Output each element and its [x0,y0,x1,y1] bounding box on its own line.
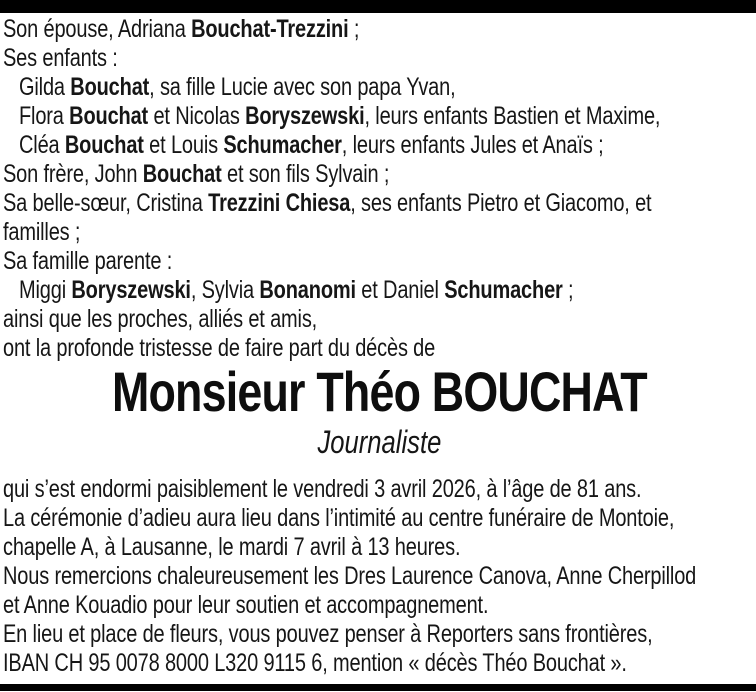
bottom-divider-bar [0,684,756,691]
text-run: ont la profonde tristesse de faire part du décès de [3,334,436,362]
text-run: , leurs enfants Jules et Anaïs ; [341,131,604,159]
text-run: Ses enfants : [3,44,118,72]
text-run: En lieu et place de fleurs, vous pouvez penser à Reporters sans frontières, [3,620,653,648]
family-name-text: Bouchat [70,73,150,101]
notice-line [3,73,756,102]
text-run: Miggi [19,276,72,304]
notice-line [3,247,756,276]
text-run: et Anne Kouadio pour leur soutien et accompagnement. [3,591,489,619]
text-run: , sa fille Lucie avec son papa Yvan, [149,73,456,101]
family-name-text: Schumacher [223,131,342,159]
family-name-text: Bouchat [69,102,149,130]
text-run: qui s’est endormi paisiblement le vendredi 3 avril 2026, à l’âge de 81 ans. [3,475,642,503]
notice-line [3,533,756,562]
notice-line [3,475,756,504]
text-run: , ses enfants Pietro et Giacomo, et [350,189,652,217]
text-run: Sa belle-sœur, Cristina [3,189,209,217]
text-run: Flora [19,102,70,130]
notice-line [3,649,756,678]
text-run: chapelle A, à Lausanne, le mardi 7 avril à 13 heures. [3,533,461,561]
notice-line [3,504,756,533]
notice-line [3,334,756,363]
deceased-name-title: Monsieur Théo BOUCHAT [111,360,647,423]
relatives-section [3,15,756,363]
text-run: La cérémonie d’adieu aura lieu dans l’intimité au centre funéraire de Montoie, [3,504,675,532]
text-run: et Daniel [355,276,445,304]
notice-line [3,131,756,160]
notice-line [3,160,756,189]
notice-line [3,44,756,73]
family-name-text: Boryszewski [71,276,191,304]
notice-line [3,620,756,649]
text-run: familles ; [3,218,81,246]
text-run: et Louis [143,131,224,159]
notice-line [3,102,756,131]
family-name-text: Boryszewski [245,102,365,130]
text-run: Gilda [19,73,71,101]
family-name-text: Bonanomi [259,276,356,304]
notice-line [3,305,756,334]
text-run: et son fils Sylvain ; [221,160,390,188]
text-run: ; [562,276,574,304]
family-name-text: Bouchat [64,131,144,159]
family-name-text: Trezzini Chiesa [208,189,351,217]
notice-line [3,276,756,305]
text-run: , leurs enfants Bastien et Maxime, [364,102,661,130]
notice-line [3,15,756,44]
text-run: , Sylvia [190,276,260,304]
family-name-text: Bouchat [142,160,222,188]
text-run: Son épouse, Adriana [3,15,192,43]
top-divider-bar [0,0,756,13]
text-run: Nous remercions chaleureusement les Dres Laurence Canova, Anne Cherpillod [3,562,697,590]
text-run: Sa famille parente : [3,247,173,275]
family-name-text: Bouchat-Trezzini [191,15,349,43]
notice-line [3,591,756,620]
notice-line [3,218,756,247]
family-name-text: Schumacher [444,276,563,304]
notice-line [3,189,756,218]
text-run: Son frère, John [3,160,143,188]
text-run: IBAN CH 95 0078 8000 L320 9115 6, mention « décès Théo Bouchat ». [3,649,627,677]
notice-line [3,562,756,591]
text-run: et Nicolas [148,102,246,130]
text-run: ainsi que les proches, alliés et amis, [3,305,318,333]
notice-content [3,15,756,678]
deceased-profession: Journaliste [317,424,442,460]
text-run: Cléa [19,131,65,159]
ceremony-section [3,475,756,678]
text-run: ; [348,15,360,43]
